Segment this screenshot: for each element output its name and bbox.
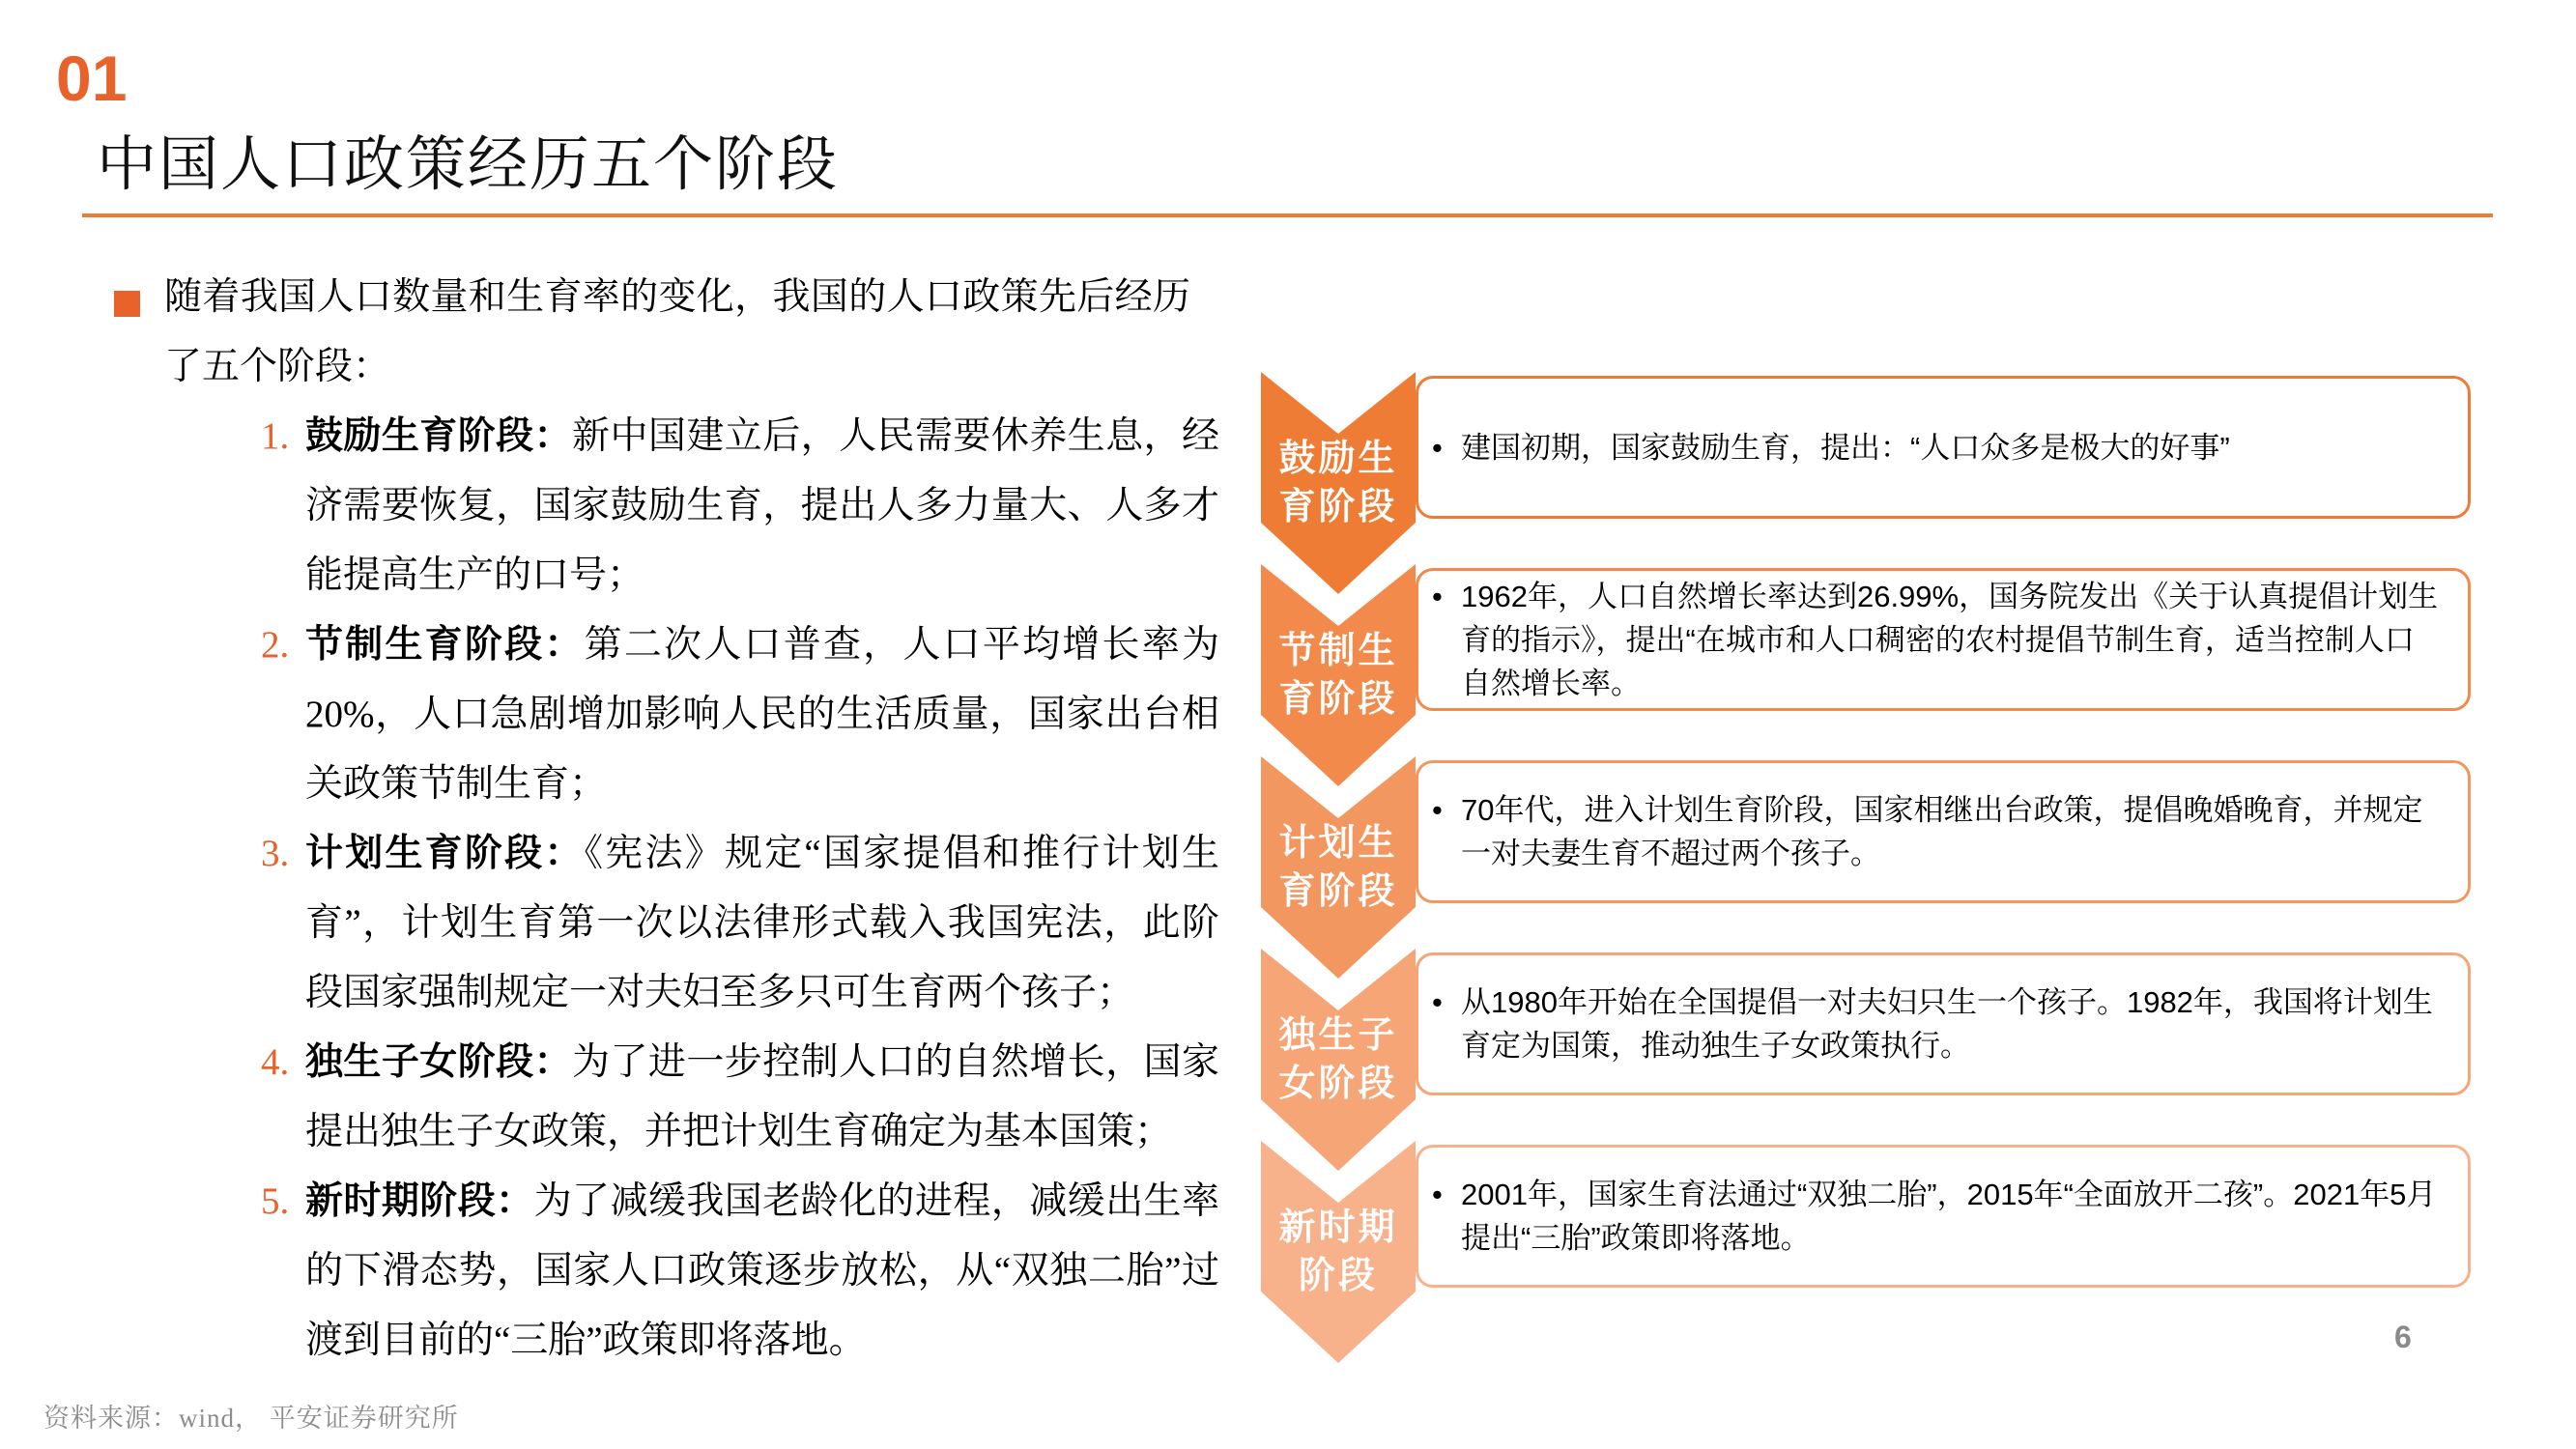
list-item-lead: 节制生育阶段：	[305, 624, 585, 666]
list-item	[261, 819, 1219, 1028]
chevron-stage-4	[1261, 949, 1416, 1171]
chevron-label-line1: 独生子	[1278, 1015, 1398, 1056]
list-item-lead: 独生子女阶段：	[305, 1041, 573, 1083]
list-item-body: 第二次人口普查，人口平均增长率为20%，人口急剧增加影响人民的生活质量，国家出台相关政策节制生育；	[305, 624, 1219, 805]
stage-box-content	[1418, 575, 2468, 705]
chevron-label-line1: 计划生	[1278, 823, 1398, 864]
stage-box-2	[1416, 568, 2471, 711]
chevron-label	[1261, 949, 1416, 1171]
list-item-text	[305, 819, 1219, 1028]
chevron-stage-5	[1261, 1141, 1416, 1363]
box-bullet: •	[1432, 1178, 1443, 1211]
chevron-stage-2	[1261, 564, 1416, 786]
stage-box-content	[1418, 980, 2468, 1067]
chevron-label-line2: 育阶段	[1278, 487, 1398, 527]
stage-box-5	[1416, 1145, 2471, 1288]
chevron-label-line1: 新时期	[1278, 1208, 1398, 1248]
list-item-body: 《宪法》规定“国家提倡和推行计划生育”，计划生育第一次以法律形式载入我国宪法，此阶段国家强制规定一对夫妇至多只可生育两个孩子；	[305, 833, 1219, 1013]
list-item-number: 1.	[261, 415, 290, 457]
chevron-label-line2: 育阶段	[1278, 679, 1398, 720]
chevron-label-line2: 育阶段	[1278, 871, 1398, 912]
list-item-number: 4.	[261, 1041, 290, 1083]
page-number: 6	[2394, 1320, 2412, 1354]
chevron-label-line1: 鼓励生	[1278, 439, 1398, 479]
chevron-label-line2: 女阶段	[1278, 1064, 1398, 1104]
chevron-label	[1261, 564, 1416, 786]
title-underline	[82, 213, 2493, 217]
list-item-number: 3.	[261, 833, 290, 874]
left-text-column	[164, 263, 1219, 1376]
list-item-text	[305, 1028, 1219, 1167]
source-note: 资料来源：wind， 平安证券研究所	[43, 1404, 459, 1433]
stage-box-1	[1416, 376, 2471, 519]
box-bullet: •	[1432, 985, 1443, 1019]
chevron-label	[1261, 372, 1416, 594]
stage-box-text: 2001年，国家生育法通过“双独二胎”，2015年“全面放开二孩”。2021年5月提出“三胎”政策即将落地。	[1461, 1178, 2437, 1255]
list-item-number: 5.	[261, 1180, 290, 1222]
chevron-label	[1261, 756, 1416, 979]
list-item	[261, 1028, 1219, 1167]
list-item-body: 为了进一步控制人口的自然增长，国家提出独生子女政策，并把计划生育确定为基本国策；	[305, 1041, 1219, 1152]
chevron-label-line1: 节制生	[1278, 631, 1398, 671]
list-item	[261, 1167, 1219, 1376]
box-bullet: •	[1432, 579, 1443, 613]
stage-box-content	[1418, 1173, 2468, 1260]
stage-box-text: 建国初期，国家鼓励生育，提出：“人口众多是极大的好事”	[1461, 430, 2230, 465]
stage-box-text: 从1980年开始在全国提倡一对夫妇只生一个孩子。1982年，我国将计划生育定为国策，推动独生子女政策执行。	[1461, 985, 2433, 1063]
chevron-stage-3	[1261, 756, 1416, 979]
stage-box-text: 70年代，进入计划生育阶段，国家相继出台政策，提倡晚婚晚育，并规定一对夫妻生育不超过两个孩子。	[1461, 793, 2423, 870]
list-item-lead: 新时期阶段：	[305, 1180, 534, 1222]
list-item-body: 为了减缓我国老龄化的进程，减缓出生率的下滑态势，国家人口政策逐步放松，从“双独二胎”过渡到目前的“三胎”政策即将落地。	[305, 1180, 1219, 1361]
list-item-text	[305, 611, 1219, 819]
box-bullet: •	[1432, 430, 1443, 465]
box-bullet: •	[1432, 793, 1443, 827]
list-item-text	[305, 402, 1219, 611]
list-item	[261, 611, 1219, 819]
list-item-body: 新中国建立后，人民需要休养生息，经济需要恢复，国家鼓励生育，提出人多力量大、人多才能提高生产的口号；	[305, 415, 1219, 596]
stage-box-3	[1416, 760, 2471, 903]
intro-paragraph: 随着我国人口数量和生育率的变化，我国的人口政策先后经历了五个阶段：	[164, 276, 1190, 387]
stage-box-text: 1962年，人口自然增长率达到26.99%，国务院发出《关于认真提倡计划生育的指示》，提出“在城市和人口稠密的农村提倡节制生育，适当控制人口自然增长率。	[1461, 579, 2439, 700]
stages-list	[164, 402, 1219, 1376]
stage-box-4	[1416, 952, 2471, 1095]
stage-box-content	[1418, 788, 2468, 875]
list-item-number: 2.	[261, 624, 290, 666]
intro-bullet-square-icon	[114, 291, 140, 317]
list-item-text	[305, 1167, 1219, 1376]
list-item-lead: 鼓励生育阶段：	[305, 415, 573, 457]
chevron-label	[1261, 1141, 1416, 1363]
page-title: 中国人口政策经历五个阶段	[97, 132, 840, 198]
chevron-stage-1	[1261, 372, 1416, 594]
section-number: 01	[56, 43, 128, 114]
list-item-lead: 计划生育阶段：	[305, 833, 585, 874]
chevron-label-line2: 阶段	[1298, 1256, 1378, 1296]
stage-box-content	[1418, 426, 2259, 469]
list-item	[261, 402, 1219, 611]
